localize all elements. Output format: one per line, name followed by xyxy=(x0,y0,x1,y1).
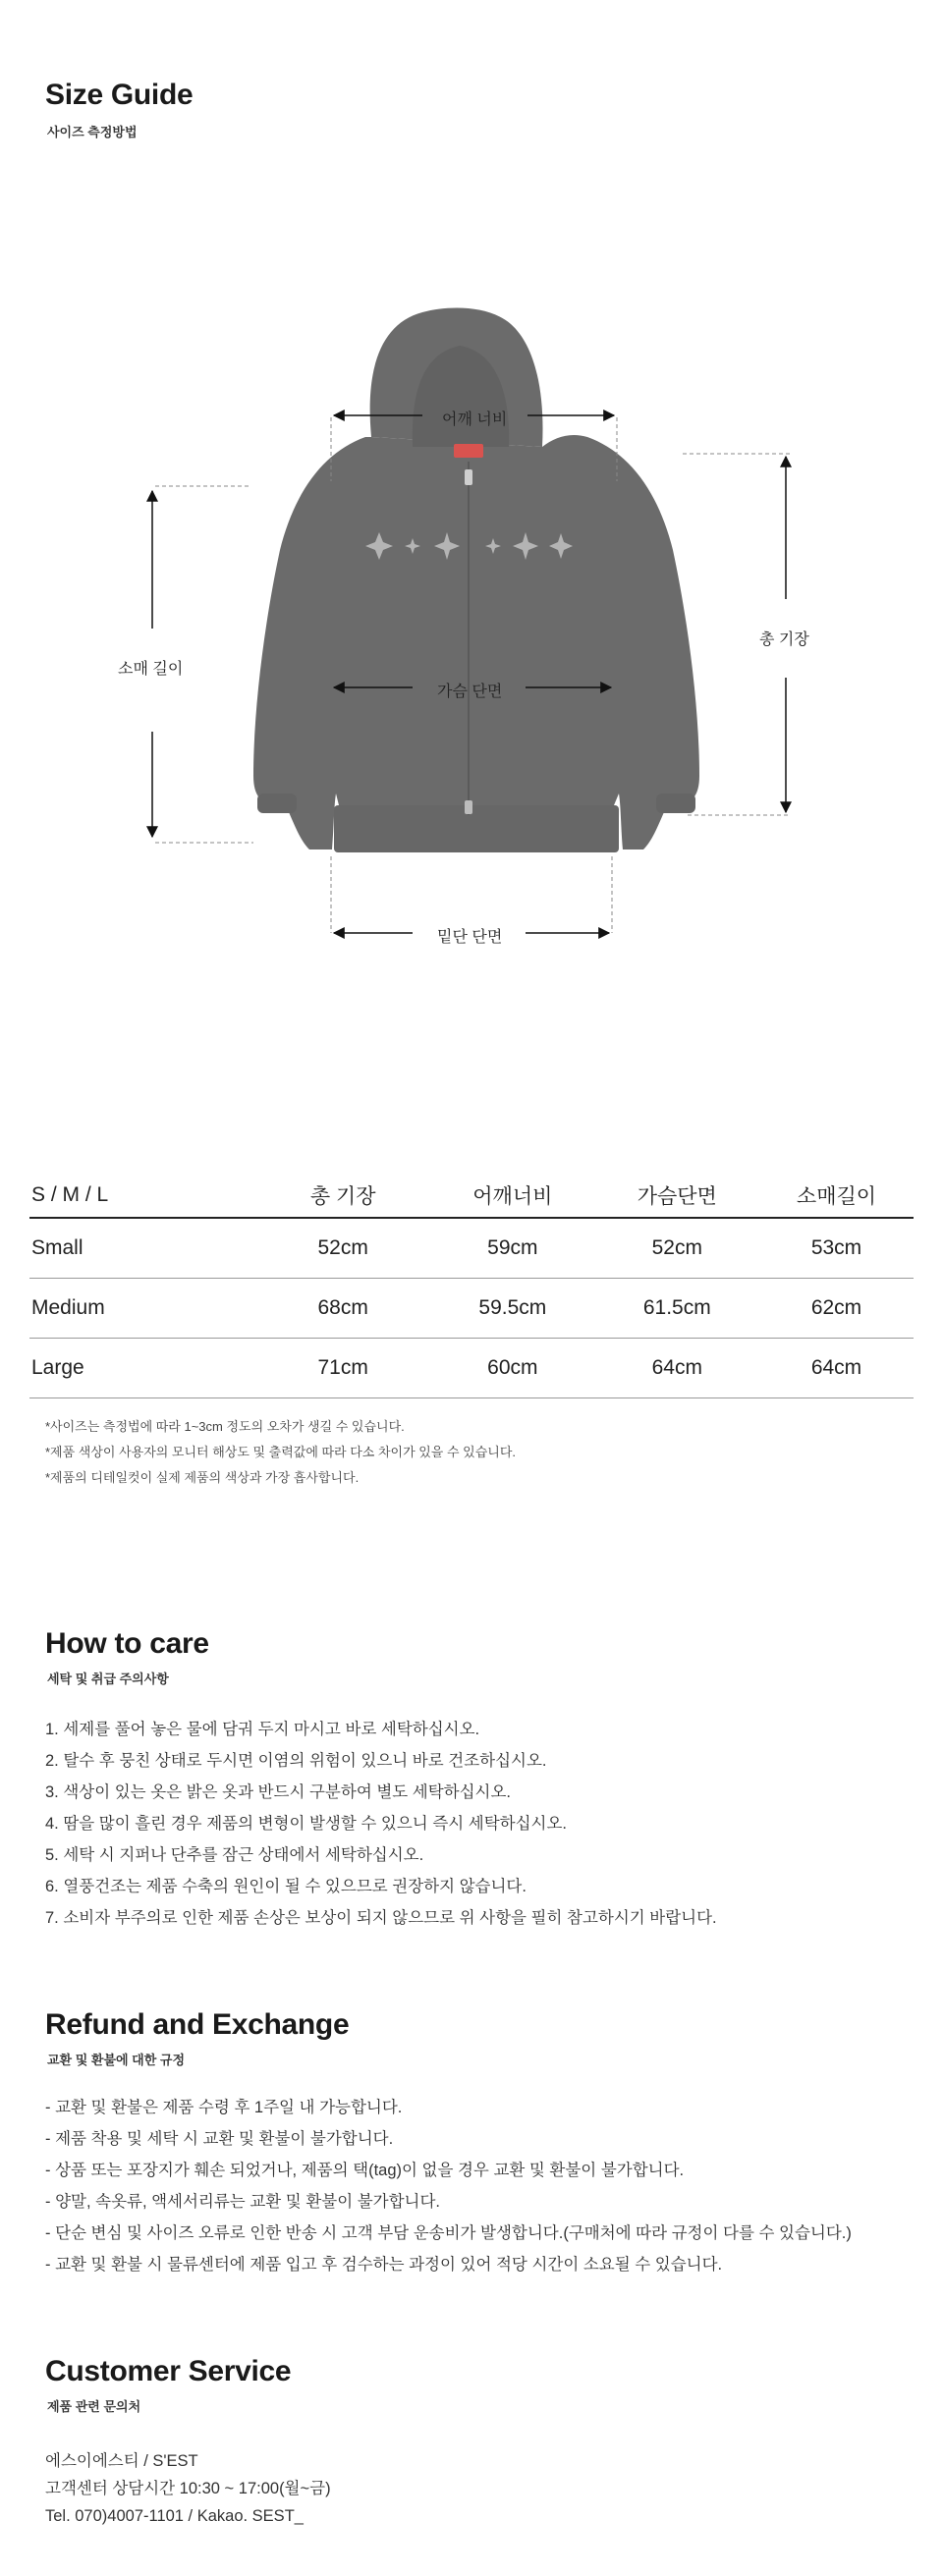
size-name: Small xyxy=(29,1218,255,1279)
service-info xyxy=(45,2447,331,2530)
note-color: *제품 색상이 사용자의 모니터 해상도 및 출력값에 따라 다소 차이가 있을 수 있습니다. xyxy=(45,1445,516,1459)
list-item: - 단순 변심 및 사이즈 오류로 인한 반송 시 고객 부담 운송비가 발생합니다.(구매처에 따라 규정이 다를 수 있습니다.) xyxy=(45,2224,852,2242)
hoodie-illustration xyxy=(253,308,699,852)
header-total-length: 총 기장 xyxy=(255,1174,430,1218)
note-measurement: *사이즈는 측정법에 따라 1~3cm 정도의 오차가 생길 수 있습니다. xyxy=(45,1419,405,1434)
cell-value: 71cm xyxy=(255,1339,430,1398)
care-title: How to care xyxy=(45,1627,209,1660)
hem-label: 밑단 단면 xyxy=(437,929,503,946)
list-item: - 양말, 속옷류, 액세서리류는 교환 및 환불이 불가합니다. xyxy=(45,2193,440,2211)
table-row xyxy=(29,1218,914,1279)
cell-value: 52cm xyxy=(595,1218,759,1279)
cell-value: 61.5cm xyxy=(595,1279,759,1339)
list-item: 5. 세탁 시 지퍼나 단추를 잠근 상태에서 세탁하십시오. xyxy=(45,1846,424,1864)
list-item: 1. 세제를 풀어 놓은 물에 담궈 두지 마시고 바로 세탁하십시오. xyxy=(45,1721,480,1738)
size-table xyxy=(29,1174,914,1398)
list-item: - 교환 및 환불 시 물류센터에 제품 입고 후 검수하는 과정이 있어 적당 시간이 소요될 수 있습니다. xyxy=(45,2256,723,2274)
size-table-header xyxy=(29,1174,914,1218)
note-detail: *제품의 디테일컷이 실제 제품의 색상과 가장 흡사합니다. xyxy=(45,1470,360,1485)
hoodie-size-diagram xyxy=(0,0,943,982)
care-list xyxy=(45,1714,717,1934)
list-item: - 상품 또는 포장지가 훼손 되었거나, 제품의 택(tag)이 없을 경우 교환 및 환불이 불가합니다. xyxy=(45,2162,685,2179)
header-size: S / M / L xyxy=(29,1174,255,1218)
care-subtitle: 세탁 및 취급 주의사항 xyxy=(47,1672,169,1686)
refund-title: Refund and Exchange xyxy=(45,2008,350,2041)
list-item: 6. 열풍건조는 제품 수축의 원인이 될 수 있으므로 권장하지 않습니다. xyxy=(45,1878,527,1895)
list-item: 3. 색상이 있는 옷은 밝은 옷과 반드시 구분하여 별도 세탁하십시오. xyxy=(45,1783,512,1801)
list-item: - 제품 착용 및 세탁 시 교환 및 환불이 불가합니다. xyxy=(45,2130,394,2148)
header-chest: 가슴단면 xyxy=(595,1174,759,1218)
cell-value: 64cm xyxy=(595,1339,759,1398)
refund-list xyxy=(45,2092,852,2280)
chest-label: 가슴 단면 xyxy=(437,684,503,700)
size-guide-subtitle: 사이즈 측정방법 xyxy=(47,125,138,139)
service-hours: 고객센터 상담시간 10:30 ~ 17:00(월~금) xyxy=(45,2480,331,2497)
list-item: 7. 소비자 부주의로 인한 제품 손상은 보상이 되지 않으므로 위 사항을 필히 참고하시기 바랍니다. xyxy=(45,1909,717,1927)
cell-value: 52cm xyxy=(255,1218,430,1279)
header-shoulder: 어깨너비 xyxy=(430,1174,594,1218)
brand-name: 에스이에스티 / S'EST xyxy=(45,2452,198,2470)
cell-value: 62cm xyxy=(759,1279,914,1339)
size-name: Medium xyxy=(29,1279,255,1339)
cell-value: 53cm xyxy=(759,1218,914,1279)
cell-value: 59cm xyxy=(430,1218,594,1279)
list-item: 4. 땀을 많이 흘린 경우 제품의 변형이 발생할 수 있으니 즉시 세탁하십시오. xyxy=(45,1815,568,1833)
cell-value: 64cm xyxy=(759,1339,914,1398)
sleeve-label: 소매 길이 xyxy=(118,661,184,678)
service-title: Customer Service xyxy=(45,2355,292,2387)
contact-info: Tel. 070)4007-1101 / Kakao. SEST_ xyxy=(45,2507,304,2525)
size-guide-title: Size Guide xyxy=(45,79,194,111)
list-item: - 교환 및 환불은 제품 수령 후 1주일 내 가능합니다. xyxy=(45,2099,403,2116)
table-row xyxy=(29,1339,914,1398)
total-length-label: 총 기장 xyxy=(759,631,809,648)
refund-subtitle: 교환 및 환불에 대한 규정 xyxy=(47,2053,186,2067)
cell-value: 59.5cm xyxy=(430,1279,594,1339)
table-row xyxy=(29,1279,914,1339)
service-subtitle: 제품 관련 문의처 xyxy=(47,2399,141,2414)
cell-value: 60cm xyxy=(430,1339,594,1398)
cell-value: 68cm xyxy=(255,1279,430,1339)
list-item: 2. 탈수 후 뭉친 상태로 두시면 이염의 위험이 있으니 바로 건조하십시오. xyxy=(45,1752,547,1770)
size-name: Large xyxy=(29,1339,255,1398)
shoulder-label: 어깨 너비 xyxy=(442,411,508,428)
header-sleeve: 소매길이 xyxy=(759,1174,914,1218)
